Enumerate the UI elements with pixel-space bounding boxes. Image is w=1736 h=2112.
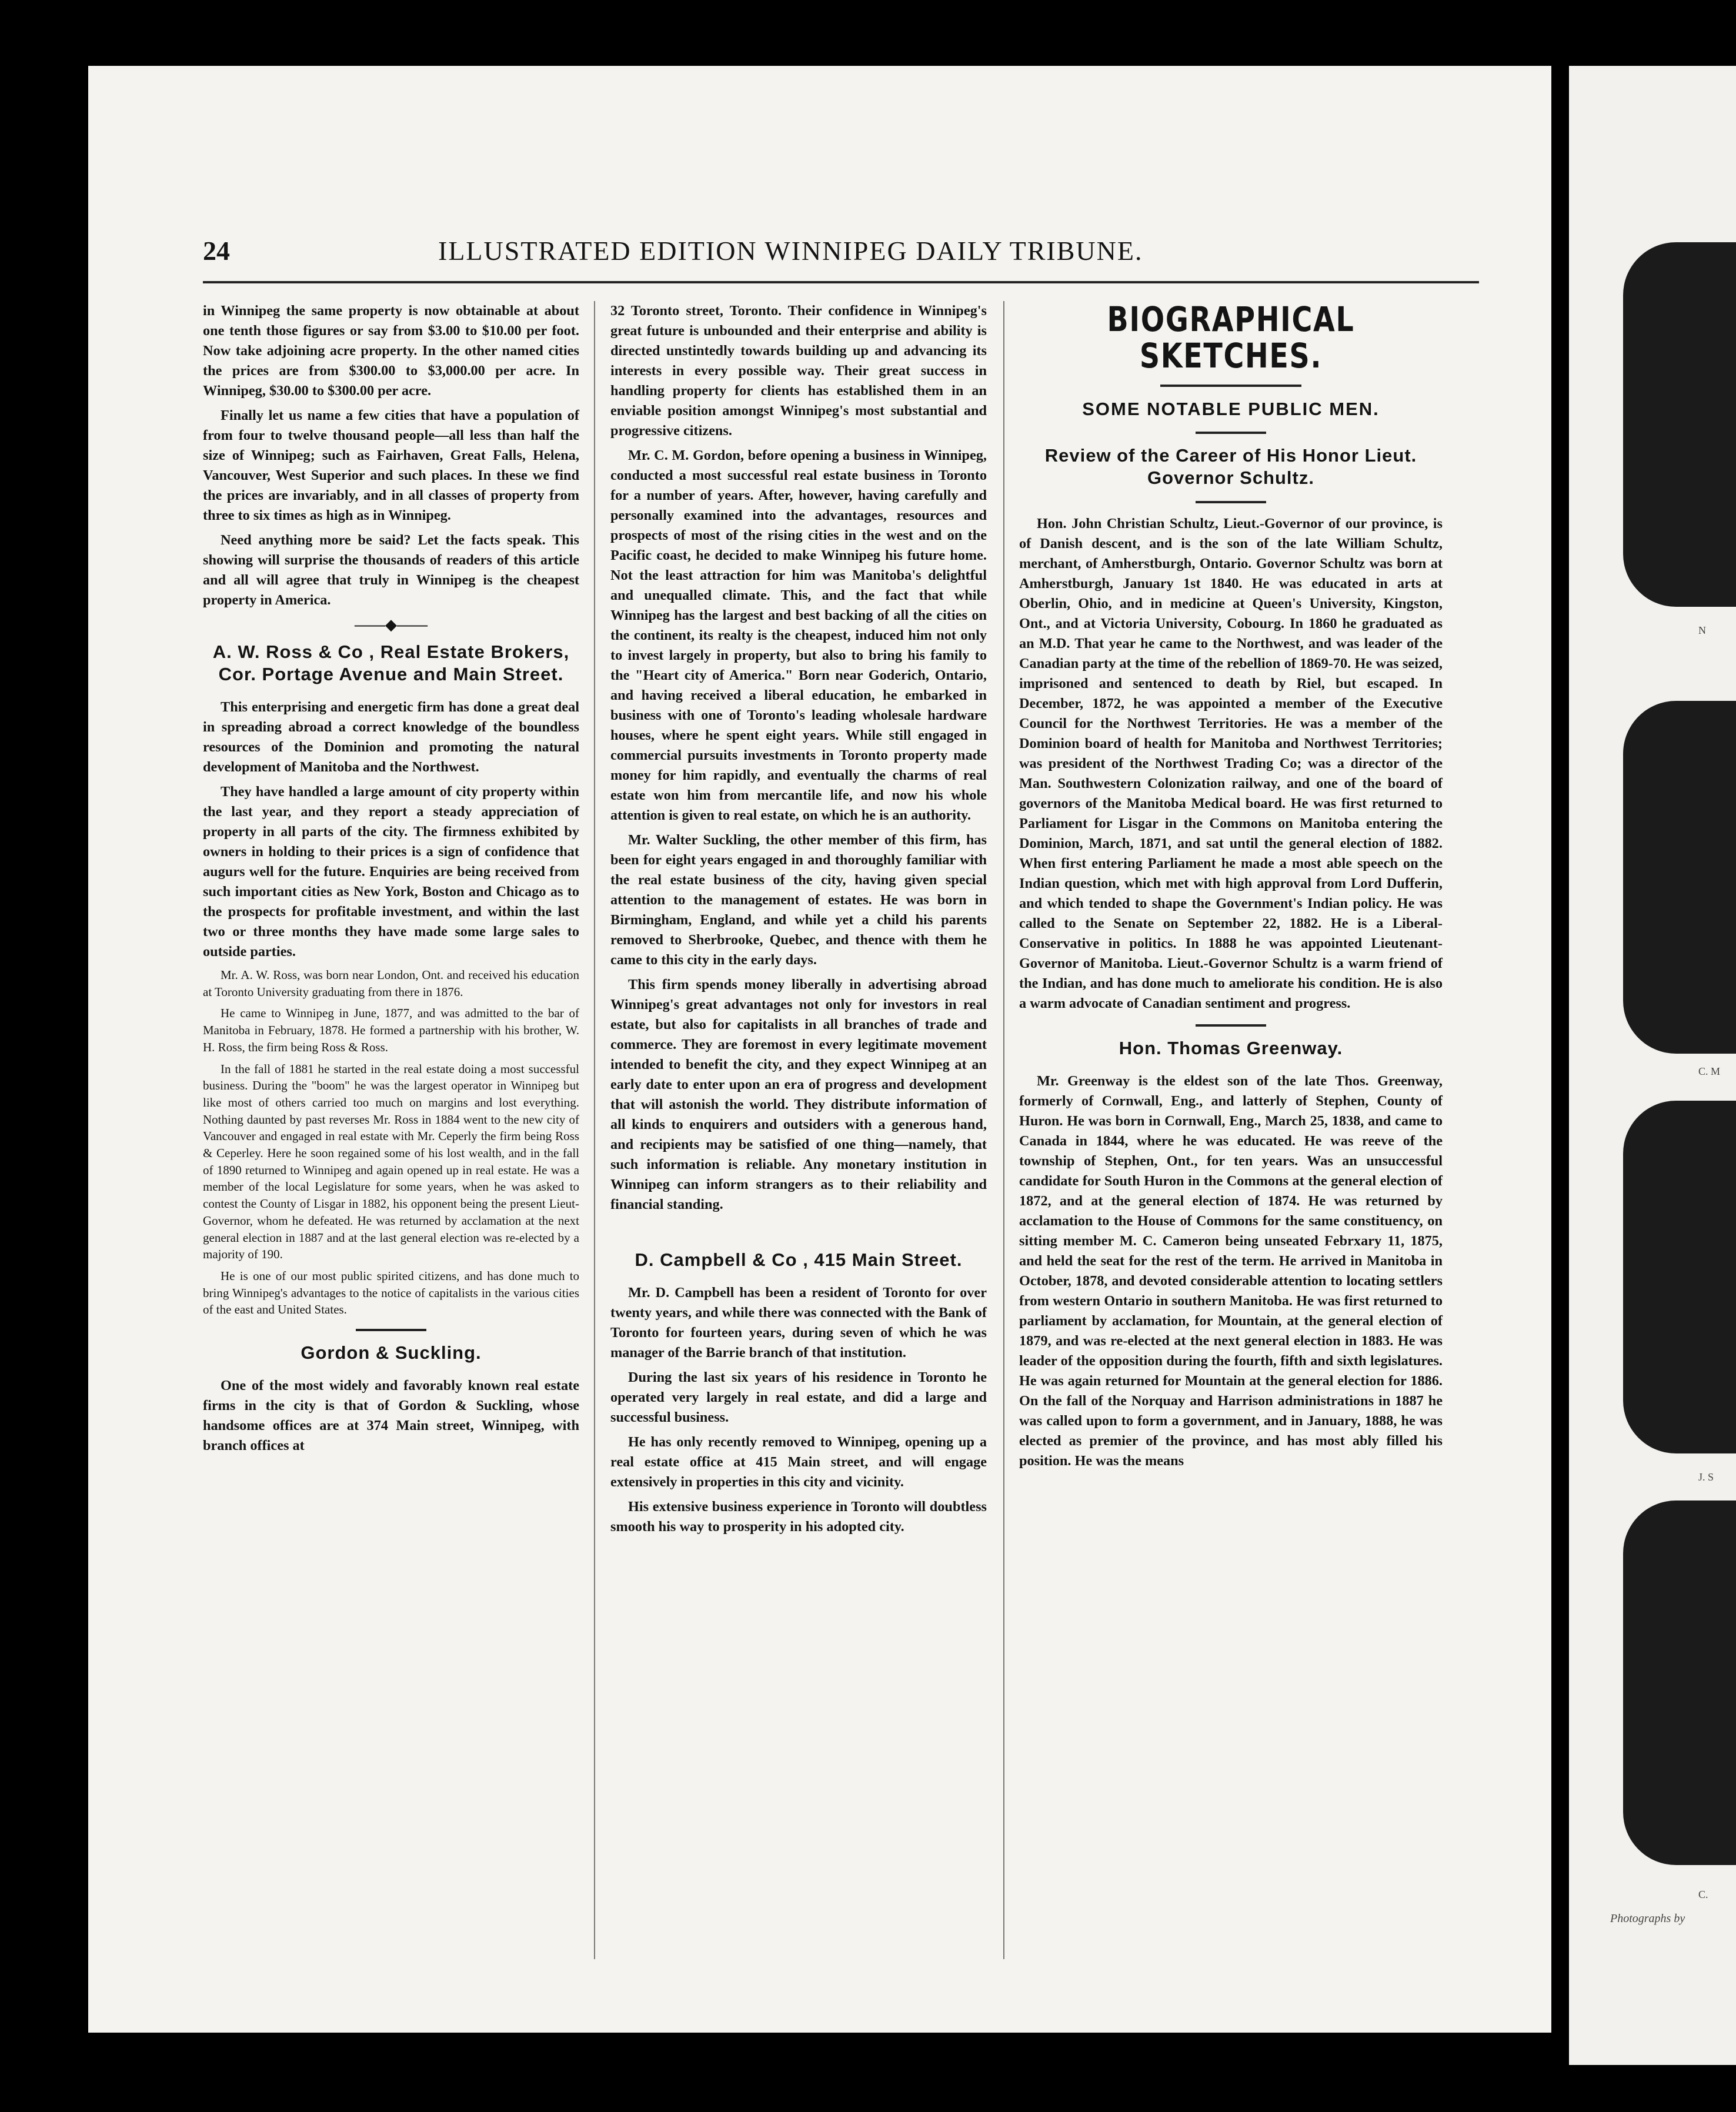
portrait-photo [1623, 242, 1736, 607]
paragraph: They have handled a large amount of city property within the last year, and they report a steady appreciation of property in all parts of the city. The firmness exhibited by owners in holding to their prices is a sign of confidence that augurs well for the future. Enquiries are being received from such important cities as New York, Boston and Chicago as to the prospects for profitable investment, and within the last two or three months they have made some large sales to outside parties. [203, 784, 579, 960]
divider [356, 1329, 426, 1331]
column-separator [594, 301, 595, 1959]
paragraph: in Winnipeg the same property is now obtainable at about one tenth those figures or say from $3.00 to $10.00 per foot. Now take adjoining acre property. In the other named cities the prices are from $300.00 to $3,000.00 per acre. In Winnipeg, $30.00 to $300.00 per acre. [203, 303, 579, 399]
adjacent-page [1569, 66, 1736, 2065]
paragraph: 32 Toronto street, Toronto. Their confidence in Winnipeg's great future is unbounded and their enterprise and ability is directed unstintedly towards building up and advancing its interests in every possible way. Their great success in handling property for clients has established them in an enviable position amongst Winnipeg's most substantial and progressive citizens. [610, 303, 987, 439]
divider [1196, 501, 1266, 503]
column-2 [610, 301, 987, 1542]
article-heading: Gordon & Suckling. [301, 1342, 482, 1364]
article-heading: A. W. Ross & Co , Real Estate Brokers, Cor. Portage Avenue and Main Street. [212, 641, 570, 684]
article-heading: Hon. Thomas Greenway. [1119, 1038, 1343, 1058]
column-3 [1019, 301, 1443, 1476]
header-rule [203, 281, 1479, 283]
spacer [610, 1219, 987, 1243]
paragraph: Hon. John Christian Schultz, Lieut.-Governor of our province, is of Danish descent, and is the son of the late William Schultz, merchant, of Amherstburgh, Ontario. Governor Schultz was born at Amherstburgh, January 1st 1840. He was educated in arts at Oberlin, Ohio, and in medicine at Queen's University, Kingston, Ont., and at Victoria University, Cobourg. In 1860 he graduated as an M.D. That year he came to the Northwest, and was leader of the Canadian party at the time of the rebellion of 1869-70. He was seized, imprisoned and sentenced to death by Riel, but escaped. In December, 1872, he was appointed a member of the Executive Council for the Northwest Territories. He was a member of the Dominion board of health for Manitoba and Northwest Territories; was president of the Northwest Trading Co; was a director of the Man. Southwestern Colonization railway, and one of the board of governors of the Manitoba Medical board. He was first returned to Parliament for Lisgar in the Commons on Manitoba entering the Dominion, March, 1871, and sat until the general election of 1882. When first entering Parliament he made a most able speech on the Indian question, which met with high approval from Lord Dufferin, and which tended to shape the Government's Indian policy. He was called to the Senate on September 22, 1882. He is a Liberal-Conservative in politics. In 1888 he was appointed Lieutenant-Governor of Manitoba. Lieut.-Governor Schultz is a warm friend of the Indian, and has done much to ameliorate his condition. He is also a warm advocate of Canadian sentiment and progress. [1019, 516, 1443, 1011]
section-subtitle: SOME NOTABLE PUBLIC MEN. [1082, 399, 1380, 419]
divider [1196, 432, 1266, 434]
photo-credit: Photographs by [1610, 1912, 1685, 1925]
paragraph: Mr. Greenway is the eldest son of the late Thos. Greenway, formerly of Cornwall, Eng., and latterly of Stephen, County of Huron. He was born in Cornwall, Eng., March 25, 1838, and came to Canada in 1844, where he was educated. He was reeve of the township of Stephen, Ont., for ten years. Was an unsuccessful candidate for South Huron in the Commons at the general election of 1872, and at the general election of 1874. He was returned by acclamation to the House of Commons for the same constituency, on sitting member M. C. Cameron being unseated Febrxary 11, 1875, and held the seat for the rest of the term. He arrived in Manitoba in October, 1878, and devoted considerable attention to locating settlers from western Ontario in southern Manitoba. He was first returned to parliament by acclamation, for Mountain, at the general election of 1879, and was re-elected at the next general election in 1883. He was leader of the opposition during the fourth, fifth and sixth legislatures. He was again returned for Mountain at the general election for 1886. On the fall of the Norquay and Harrison administrations in 1887 he was called upon to form a government, and in January, 1888, he was elected as premier of the province, and has most ably filled his position. He was the means [1019, 1073, 1443, 1469]
divider [1160, 385, 1301, 387]
paragraph: Need anything more be said? Let the facts speak. This showing will surprise the thousands of readers of this article and all will agree that truly in Winnipeg is the cheapest property in America. [203, 532, 579, 608]
ornament-divider: ——◆—— [355, 616, 428, 633]
paragraph: Mr. D. Campbell has been a resident of Toronto for over twenty years, and while there was connected with the Bank of Toronto for fourteen years, during seven of which he was manager of the Barrie branch of that institution. [610, 1285, 987, 1361]
page-header [203, 235, 1455, 276]
article-heading: D. Campbell & Co , 415 Main Street. [635, 1249, 963, 1270]
photo-caption: C. [1698, 1889, 1708, 1900]
article-heading: Review of the Career of His Honor Lieut. Governor Schultz. [1044, 445, 1417, 488]
paragraph: During the last six years of his residence in Toronto he operated very largely in real estate, and did a large and successful business. [610, 1369, 987, 1425]
paragraph: He is one of our most public spirited citizens, and has done much to bring Winnipeg's advantages to the notice of capitalists in the various cities of the east and United States. [203, 1268, 579, 1317]
masthead: ILLUSTRATED EDITION WINNIPEG DAILY TRIBUNE. [438, 236, 1143, 266]
paragraph: One of the most widely and favorably known real estate firms in the city is that of Gordon & Suckling, whose handsome offices are at 374 Main street, Winnipeg, with branch offices at [203, 1378, 579, 1454]
section-title: BIOGRAPHICAL SKETCHES. [1107, 299, 1355, 376]
portrait-photo [1623, 1101, 1736, 1453]
portrait-photo [1623, 701, 1736, 1054]
page-number: 24 [203, 236, 230, 266]
paragraph: Mr. C. M. Gordon, before opening a business in Winnipeg, conducted a most successful real estate business in Toronto for a number of years. After, however, having carefully and personally examined into the advantages, resources and prospects of most of the rising cities in the west and on the Pacific coast, he decided to make Winnipeg his future home. Not the least attraction for him was Manitoba's delightful and unequalled climate. This, and the fact that while Winnipeg has the largest and best backing of all the cities on the continent, its realty is the cheapest, induced him not only to invest largely in property, but also to bring his family to the "Heart city of America." Born near Goderich, Ontario, and having received a liberal education, he embarked in business with one of Toronto's leading wholesale hardware houses, where he spent eight years. While still engaged in commercial pursuits investments in Toronto property made money for him rapidly, and eventually the charms of real estate won him from mercantile life, and now his whole attention is given to real estate, on which he is an authority. [610, 447, 987, 823]
photo-caption: C. M [1698, 1065, 1721, 1077]
paragraph: He has only recently removed to Winnipeg, opening up a real estate office at 415 Main street, and will engage extensively in properties in this city and vicinity. [610, 1434, 987, 1490]
paragraph: This firm spends money liberally in advertising abroad Winnipeg's great advantages not only for investors in real estate, but also for capitalists in all branches of trade and commerce. They are foremost in every legitimate movement intended to benefit the city, and they expect Winnipeg at an early date to enter upon an era of progress and development that will astonish the world. They distribute information of all kinds to enquirers and outsiders with a generous hand, and recipients may be satisfied of one thing—namely, that such information is reliable. Any monetary institution in Winnipeg can inform strangers as to their reliability and financial standing. [610, 977, 987, 1212]
paragraph: He came to Winnipeg in June, 1877, and was admitted to the bar of Manitoba in February, 1878. He formed a partnership with his brother, W. H. Ross, the firm being Ross & Ross. [203, 1006, 579, 1054]
paragraph: Finally let us name a few cities that have a population of from four to twelve thousand people—all less than half the size of Winnipeg; such as Fairhaven, Great Falls, Helena, Vancouver, West Superior and such places. In these we find the prices are invariably, and in all classes of property from three to six times as high as in Winnipeg. [203, 407, 579, 523]
column-separator [1003, 301, 1004, 1959]
photo-caption: J. S [1698, 1471, 1714, 1483]
paragraph: His extensive business experience in Toronto will doubtless smooth his way to prosperity in his adopted city. [610, 1499, 987, 1535]
column-1 [203, 301, 579, 1461]
photo-caption: N [1698, 624, 1706, 636]
paragraph: Mr. Walter Suckling, the other member of this firm, has been for eight years engaged in and thoroughly familiar with the real estate business of the city, having given special attention to the management of estates. He was born in Birmingham, England, and while yet a child his parents removed to Sherbrooke, Quebec, and thence with them he came to this city in the early days. [610, 832, 987, 968]
paragraph: In the fall of 1881 he started in the real estate doing a most successful business. During the "boom" he was the largest operator in Winnipeg but like most of others carried too much on margins and lost everything. Nothing daunted by past reverses Mr. Ross in 1884 went to the new city of Vancouver and engaged in real estate with Mr. Ceperly the firm being Ross & Ceperley. Here he soon regained some of his lost wealth, and in the fall of 1890 returned to Winnipeg and again opened up in real estate. He was a member of the local Legislature for some years, when he was asked to contest the County of Lisgar in 1882, his opponent being the present Lieut-Governor, whom he defeated. He was returned by acclamation at the next general election in 1887 and at the last general election was re-elected by a majority of 190. [203, 1061, 579, 1262]
portrait-photo [1623, 1501, 1736, 1865]
paragraph: This enterprising and energetic firm has done a great deal in spreading abroad a correct knowledge of the boundless resources of the Dominion and promoting the natural development of Manitoba and the Northwest. [203, 699, 579, 775]
divider [1196, 1024, 1266, 1027]
paragraph: Mr. A. W. Ross, was born near London, Ont. and received his education at Toronto University graduating from there in 1876. [203, 968, 579, 999]
